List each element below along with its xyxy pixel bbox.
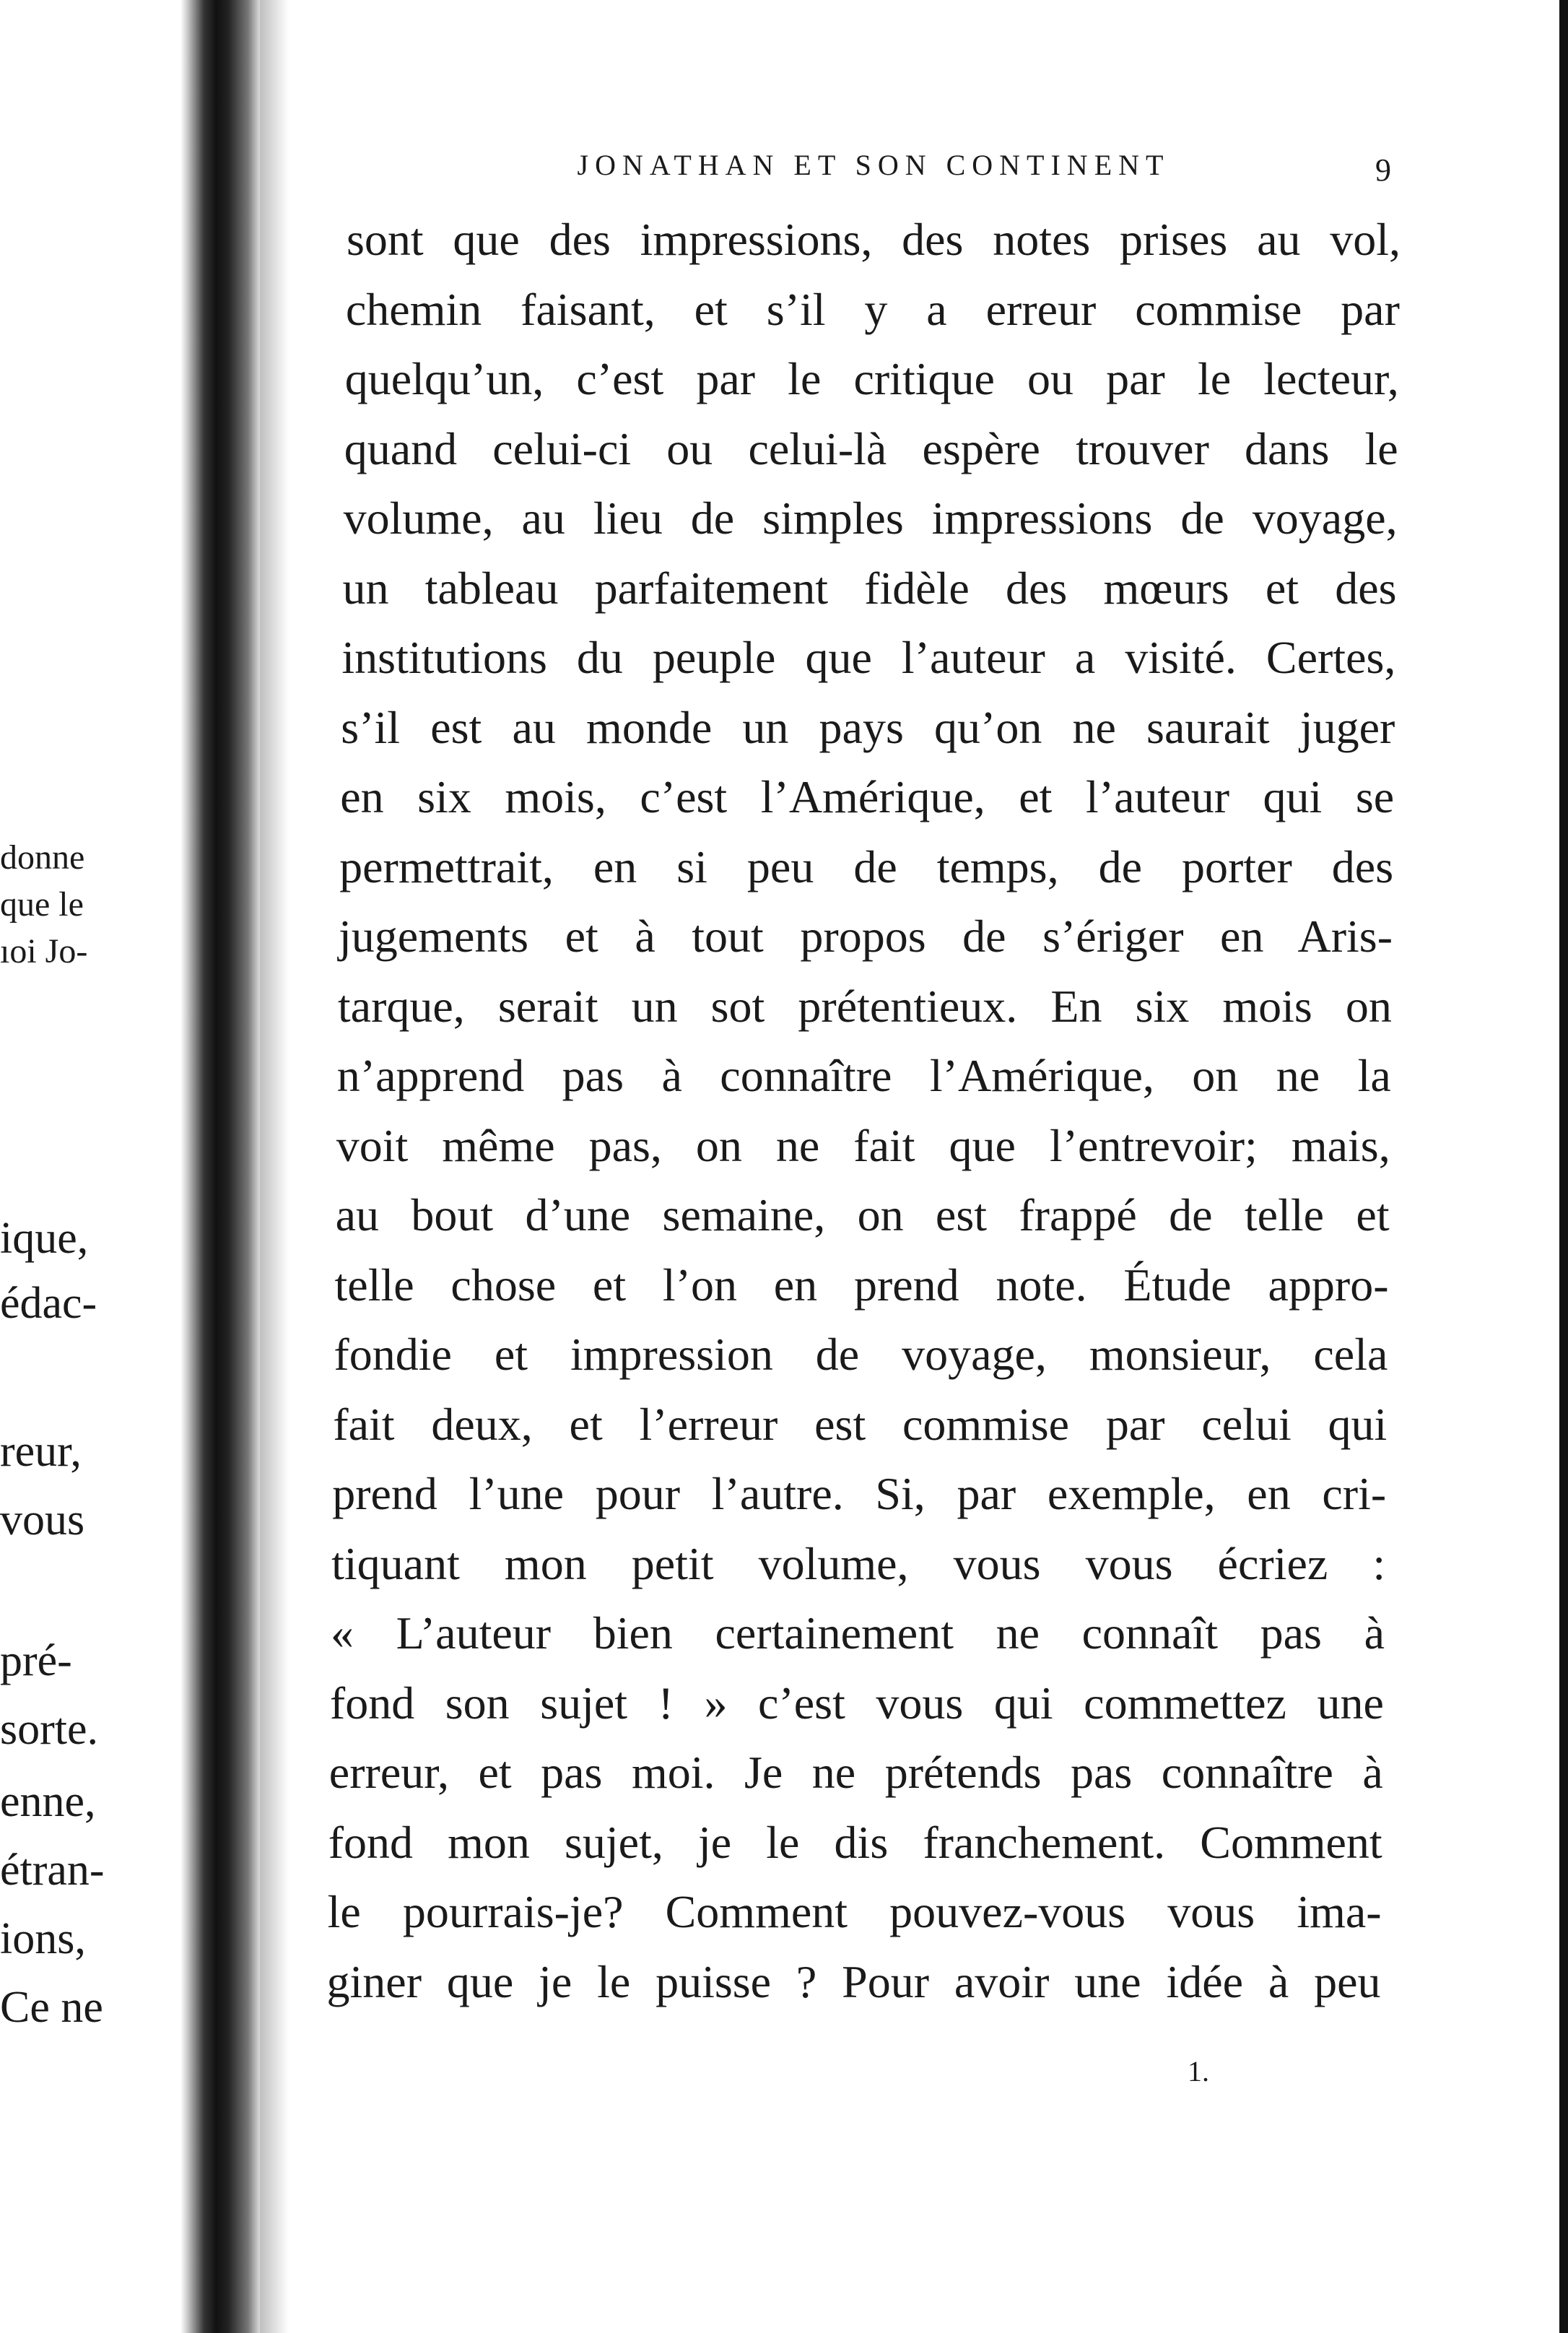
text-line: tarque, serait un sot prétentieux. En six mois on xyxy=(337,980,1392,1032)
left-page-line: étran- xyxy=(0,1846,105,1895)
text-line: volume, au lieu de simples impressions de voyage, xyxy=(343,492,1398,544)
gutter-shadow xyxy=(260,0,289,2333)
left-page-line: reur, xyxy=(0,1427,82,1476)
text-line: sont que des impressions, des notes prises au vol, xyxy=(347,214,1401,265)
book-gutter xyxy=(180,0,260,2333)
left-page-line: sorte. xyxy=(0,1705,99,1754)
left-page-line: Ce ne xyxy=(0,1983,103,2032)
text-line: institutions du peuple que l’auteur a visité. Certes, xyxy=(341,632,1396,683)
running-head: JONATHAN ET SON CONTINENT xyxy=(577,149,1170,181)
text-line: en six mois, c’est l’Amérique, et l’auteur qui se xyxy=(340,771,1395,822)
text-line: chemin faisant, et s’il y a erreur commise par xyxy=(345,283,1400,335)
signature-mark: 1. xyxy=(1188,2055,1209,2087)
page-number: 9 xyxy=(1375,152,1391,188)
text-line: un tableau parfaitement fidèle des mœurs et des xyxy=(342,562,1397,614)
text-line: permettrait, en si peu de temps, de porter des xyxy=(339,840,1394,892)
text-line: « L’auteur bien certainement ne connaît pas à xyxy=(331,1607,1385,1659)
text-line: tiquant mon petit volume, vous vous écriez : xyxy=(331,1537,1386,1589)
text-line: fond mon sujet, je le dis franchement. Comment xyxy=(328,1816,1382,1868)
text-line: telle chose et l’on en prend note. Étude appro- xyxy=(334,1259,1389,1311)
text-line: voit même pas, on ne fait que l’entrevoir; mais, xyxy=(336,1119,1390,1171)
text-line: quand celui-ci ou celui-là espère trouver dans le xyxy=(344,422,1398,474)
left-page-line: que le xyxy=(0,885,84,924)
text-line: prend l’une pour l’autre. Si, par exemple, en cri- xyxy=(332,1468,1387,1519)
left-page-line: pré- xyxy=(0,1636,72,1685)
left-page-line: enne, xyxy=(0,1777,96,1826)
text-line: jugements et à tout propos de s’ériger en Aris- xyxy=(339,911,1393,962)
text-line: au bout d’une semaine, on est frappé de telle et xyxy=(335,1189,1390,1241)
left-page-fragment xyxy=(0,0,180,2333)
text-line: le pourrais-je? Comment pouvez-vous vous ima- xyxy=(327,1886,1382,1937)
text-line: quelqu’un, c’est par le critique ou par le lecteur, xyxy=(344,353,1399,404)
text-line: s’il est au monde un pays qu’on ne saurait juger xyxy=(341,701,1395,753)
left-page-line: ique, xyxy=(0,1214,89,1263)
left-page-line: ions, xyxy=(0,1914,86,1963)
left-page-line: ıoi Jo- xyxy=(0,932,88,970)
text-line: n’apprend pas à connaître l’Amérique, on ne la xyxy=(336,1050,1391,1101)
text-line: erreur, et pas moi. Je ne prétends pas connaître à xyxy=(328,1747,1383,1798)
text-line: fait deux, et l’erreur est commise par celui qui xyxy=(333,1398,1388,1450)
text-line: giner que je le puisse ? Pour avoir une idée à peu xyxy=(326,1955,1381,2007)
scan-border xyxy=(1559,0,1568,2333)
left-page-line: donne xyxy=(0,838,85,877)
left-page-line: édac- xyxy=(0,1279,97,1328)
left-page-line: vous xyxy=(0,1495,85,1545)
text-line: fondie et impression de voyage, monsieur, cela xyxy=(334,1329,1388,1380)
text-line: fond son sujet ! » c’est vous qui commettez une xyxy=(329,1677,1384,1729)
